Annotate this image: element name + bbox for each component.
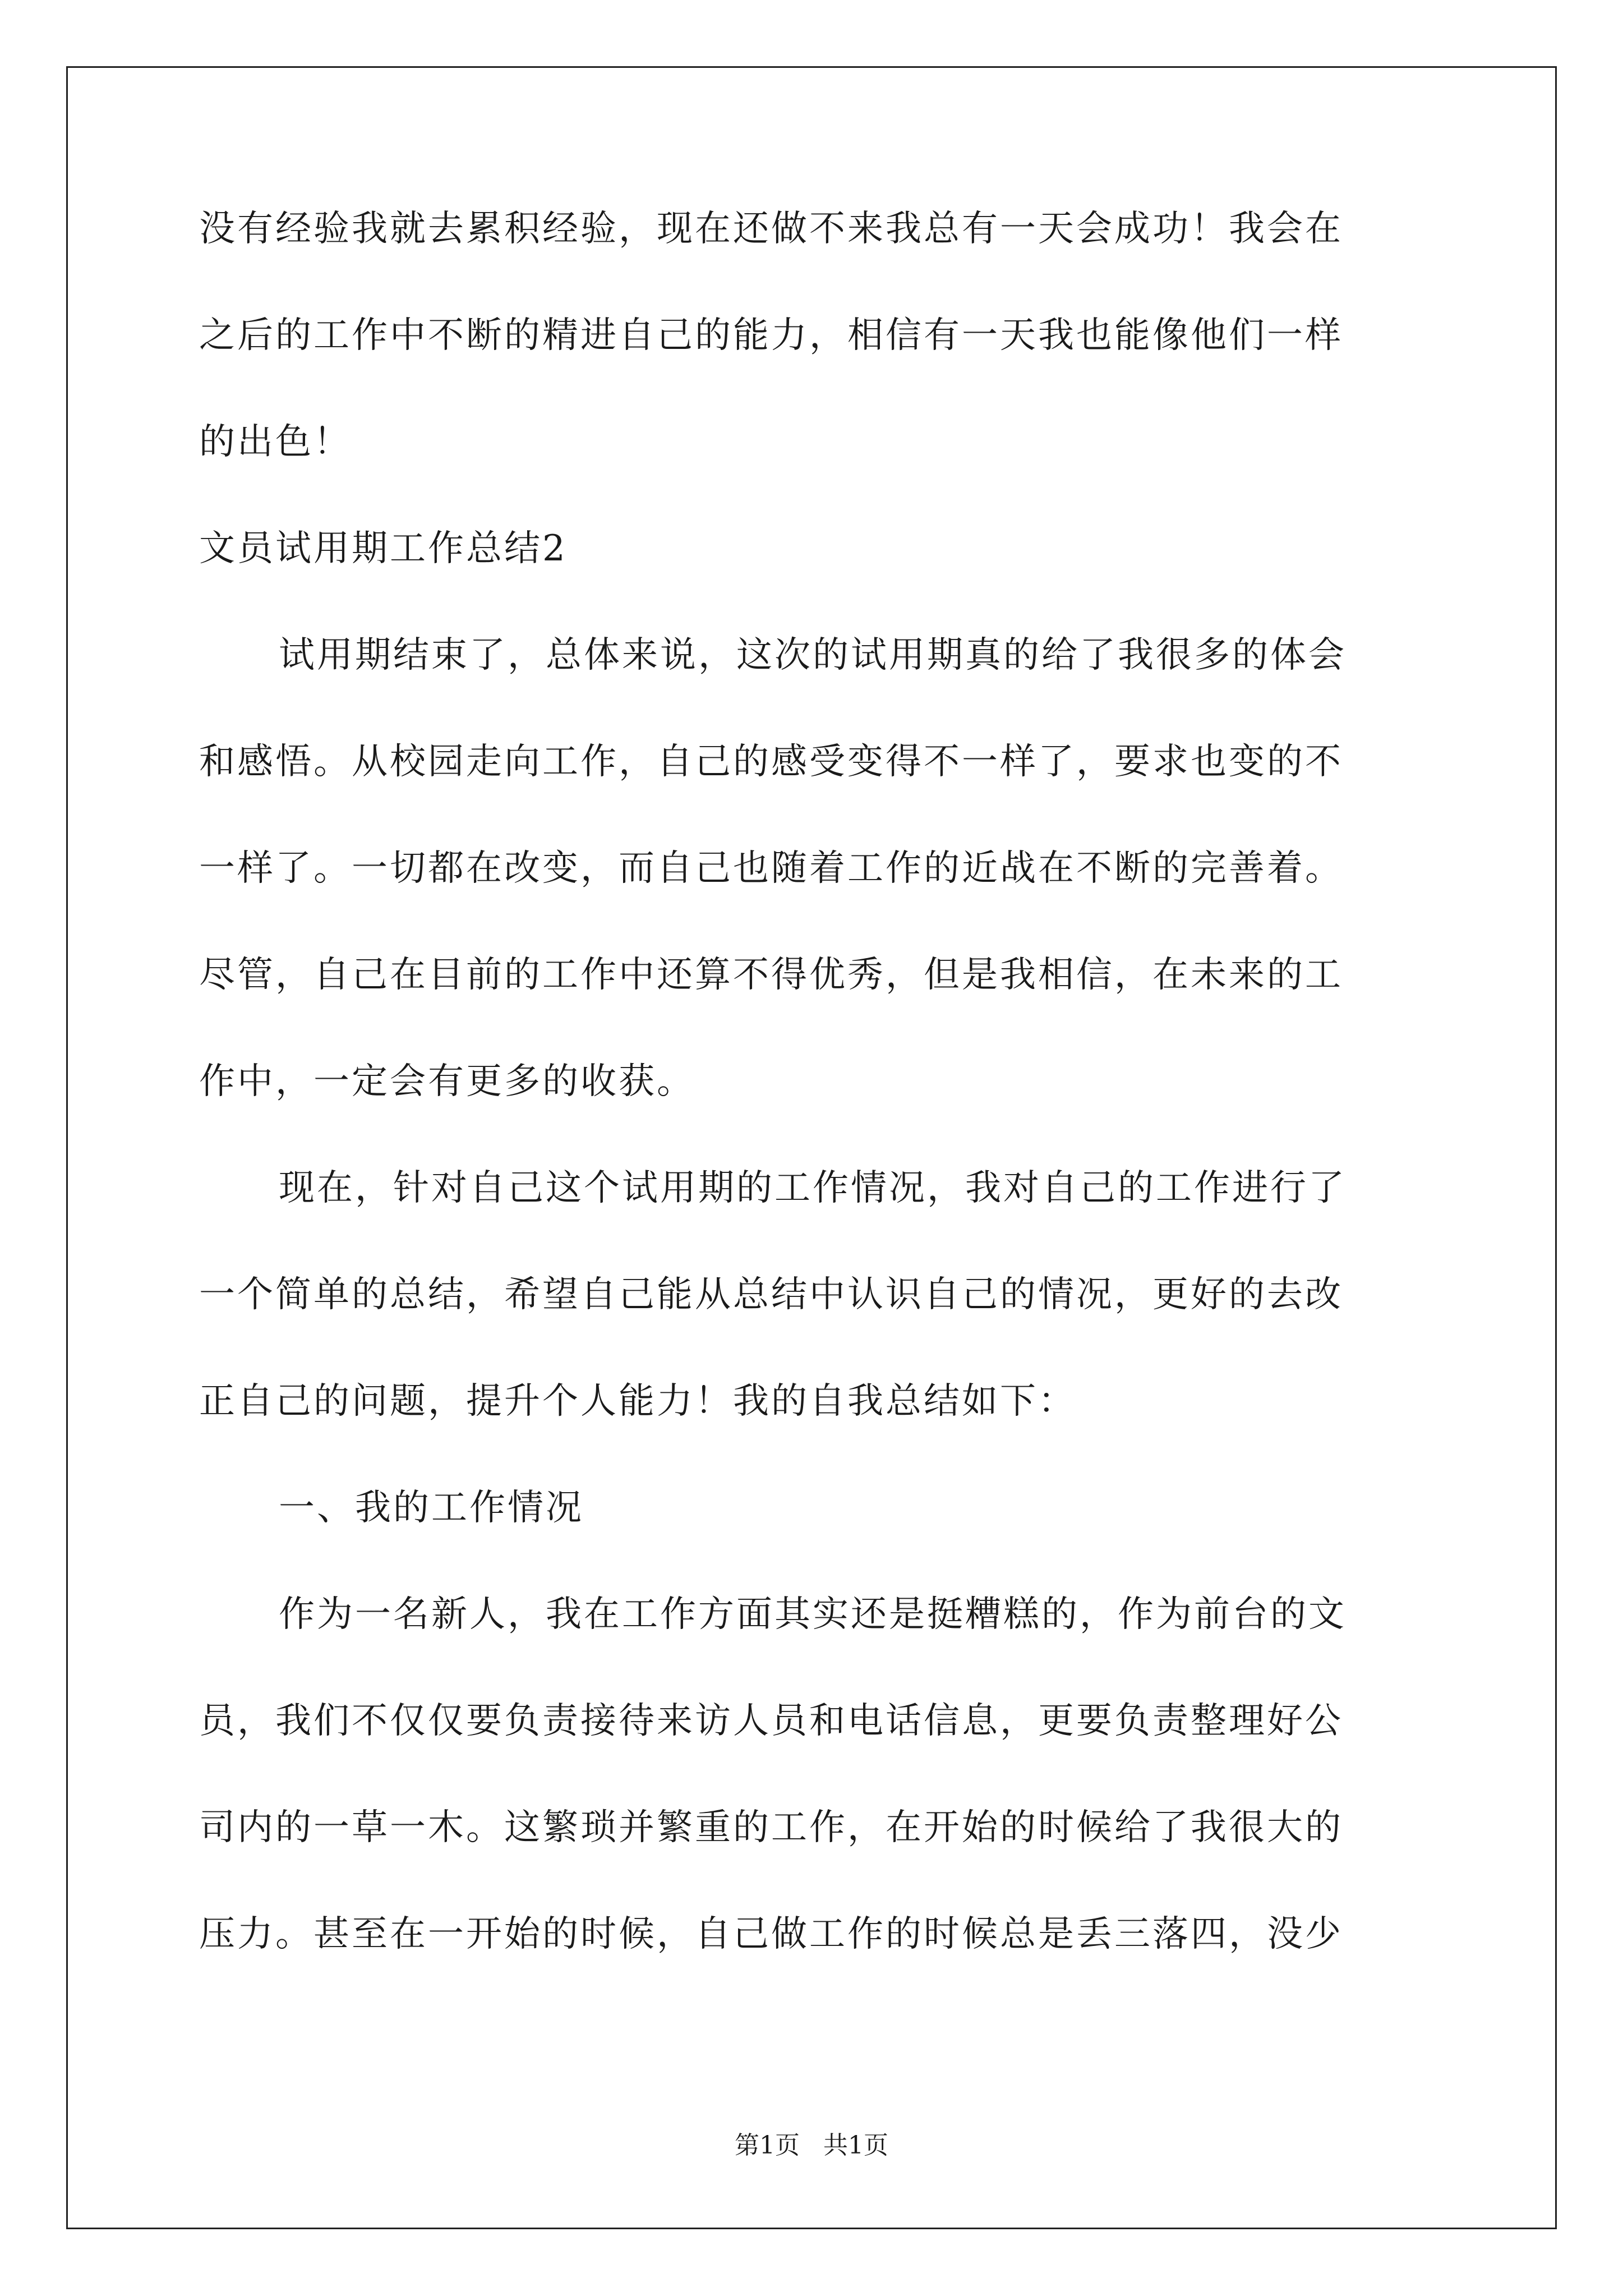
text-line: 员，我们不仅仅要负责接待来访人员和电话信息，更要负责整理好公	[199, 1700, 1343, 1742]
text-line: 试用期结束了，总体来说，这次的试用期真的给了我很多的体会	[279, 634, 1347, 676]
text-line: 一样了。一切都在改变，而自己也随着工作的近战在不断的完善着。	[199, 848, 1343, 889]
text-line: 现在，针对自己这个试用期的工作情况，我对自己的工作进行了	[279, 1167, 1347, 1209]
page-number-current: 第1页	[735, 2131, 800, 2160]
text-line: 一个简单的总结，希望自己能从总结中认识自己的情况，更好的去改	[199, 1274, 1343, 1315]
text-line: 正自己的问题，提升个人能力！我的自我总结如下：	[199, 1381, 1076, 1422]
text-line: 没有经验我就去累积经验，现在还做不来我总有一天会成功！我会在	[199, 208, 1343, 250]
subsection-heading: 一、我的工作情况	[279, 1487, 584, 1529]
text-line: 尽管，自己在目前的工作中还算不得优秀，但是我相信，在未来的工	[199, 954, 1343, 996]
text-line: 的出色！	[199, 421, 352, 463]
text-line: 和感悟。从校园走向工作，自己的感受变得不一样了，要求也变的不	[199, 741, 1343, 783]
document-body	[199, 202, 1433, 2014]
text-line: 作中，一定会有更多的收获。	[199, 1061, 695, 1102]
text-line: 作为一名新人，我在工作方面其实还是挺糟糕的，作为前台的文	[279, 1594, 1347, 1635]
text-line: 压力。甚至在一开始的时候，自己做工作的时候总是丢三落四，没少	[199, 1913, 1343, 1955]
page-footer	[0, 2129, 1623, 2162]
section-title: 文员试用期工作总结2	[199, 528, 568, 569]
page-number-total: 共1页	[823, 2131, 888, 2160]
text-line: 之后的工作中不断的精进自己的能力，相信有一天我也能像他们一样	[199, 315, 1343, 356]
text-line: 司内的一草一木。这繁琐并繁重的工作，在开始的时候给了我很大的	[199, 1807, 1343, 1848]
